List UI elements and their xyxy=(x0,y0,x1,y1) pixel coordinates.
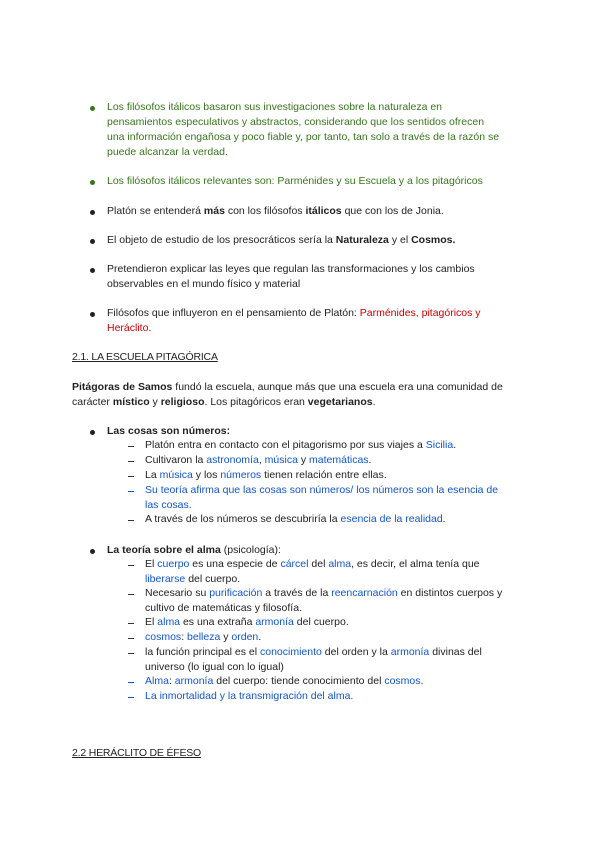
numbers-item-cultivaron: Cultivaron la astronomía, música y matemáticas. xyxy=(145,454,372,466)
bullet-platon-italicos: Platón se entenderá más con los filósofos itálicos que con los de Jonia. xyxy=(107,205,444,217)
dash-marker xyxy=(128,491,134,492)
soul-item-cosmos: cosmos: belleza y orden. xyxy=(145,631,262,643)
bullet-object-study: El objeto de estudio de los presocráticos sería la Naturaleza y el Cosmos. xyxy=(107,234,456,246)
soul-title: La teoría sobre el alma (psicología): xyxy=(107,544,281,556)
dash-marker xyxy=(128,638,134,639)
bullet-dot xyxy=(90,239,95,244)
bullet-dot xyxy=(90,106,95,111)
bullet-dot xyxy=(90,549,95,554)
dash-marker xyxy=(128,594,134,595)
bullet-dot xyxy=(90,268,95,273)
dash-marker xyxy=(128,653,134,654)
dash-marker xyxy=(128,461,134,462)
dash-marker xyxy=(128,565,134,566)
bullet-dot xyxy=(90,180,95,185)
dash-marker xyxy=(128,623,134,624)
dash-marker xyxy=(128,520,134,521)
bullet-laws: Pretendieron explicar las leyes que regulan las transformaciones y los cambios observables en el mundo físico y material xyxy=(107,263,475,290)
bullet-influences: Filósofos que influyeron en el pensamiento de Platón: Parménides, pitagóricos y Heráclito. xyxy=(107,307,481,334)
dash-marker xyxy=(128,682,134,683)
bullet-dot xyxy=(90,430,95,435)
bullet-italic-research: Los filósofos itálicos basaron sus investigaciones sobre la naturaleza en pensamientos especulativos y abstractos, considerando que los sentidos ofrecen una información engañosa y poco fiable y, por tanto, tan solo a través de la razón se puede alcanzar la verdad. xyxy=(107,101,500,158)
soul-item-inmortalidad: La inmortalidad y la transmigración del alma. xyxy=(145,690,354,702)
numbers-title: Las cosas son números: xyxy=(107,425,231,437)
section-heading-pitagorica: 2.1. LA ESCUELA PITAGÓRICA xyxy=(72,351,218,363)
bullet-dot xyxy=(90,312,95,317)
numbers-item-sicilia: Platón entra en contacto con el pitagorismo por sus viajes a Sicilia. xyxy=(145,439,457,451)
bullet-dot xyxy=(90,210,95,215)
soul-item-alma-armonia: Alma: armonía del cuerpo: tiende conocimiento del cosmos. xyxy=(145,675,424,687)
soul-item-armonia: El alma es una extraña armonía del cuerpo. xyxy=(145,616,349,628)
pitagoras-intro: Pitágoras de Samos fundó la escuela, aunque más que una escuela era una comunidad de carácter místico y religioso. Los pitagóricos eran vegetarianos. xyxy=(72,381,503,408)
numbers-item-teoria: Su teoría afirma que las cosas son números/ los números son la esencia de las cosas. xyxy=(145,484,499,511)
dash-marker xyxy=(128,697,134,698)
dash-marker xyxy=(128,476,134,477)
section-heading-heraclito: 2.2 HERÁCLITO DE ÉFESO xyxy=(72,747,202,759)
soul-item-conocimiento: la función principal es el conocimiento del orden y la armonía divinas del universo (lo igual con lo igual) xyxy=(145,646,482,673)
numbers-item-esencia: A través de los números se descubriría la esencia de la realidad. xyxy=(145,513,446,525)
numbers-item-musica: La música y los números tienen relación entre ellas. xyxy=(145,469,387,481)
soul-item-carcel: El cuerpo es una especie de cárcel del alma, es decir, el alma tenía que liberarse del cuerpo. xyxy=(145,558,480,585)
dash-marker xyxy=(128,446,134,447)
soul-item-purificacion: Necesario su purificación a través de la reencarnación en distintos cuerpos y cultivo de matemáticas y filosofía. xyxy=(145,587,503,614)
bullet-italic-relevant: Los filósofos itálicos relevantes son: Parménides y su Escuela y a los pitagóricos xyxy=(107,175,483,187)
